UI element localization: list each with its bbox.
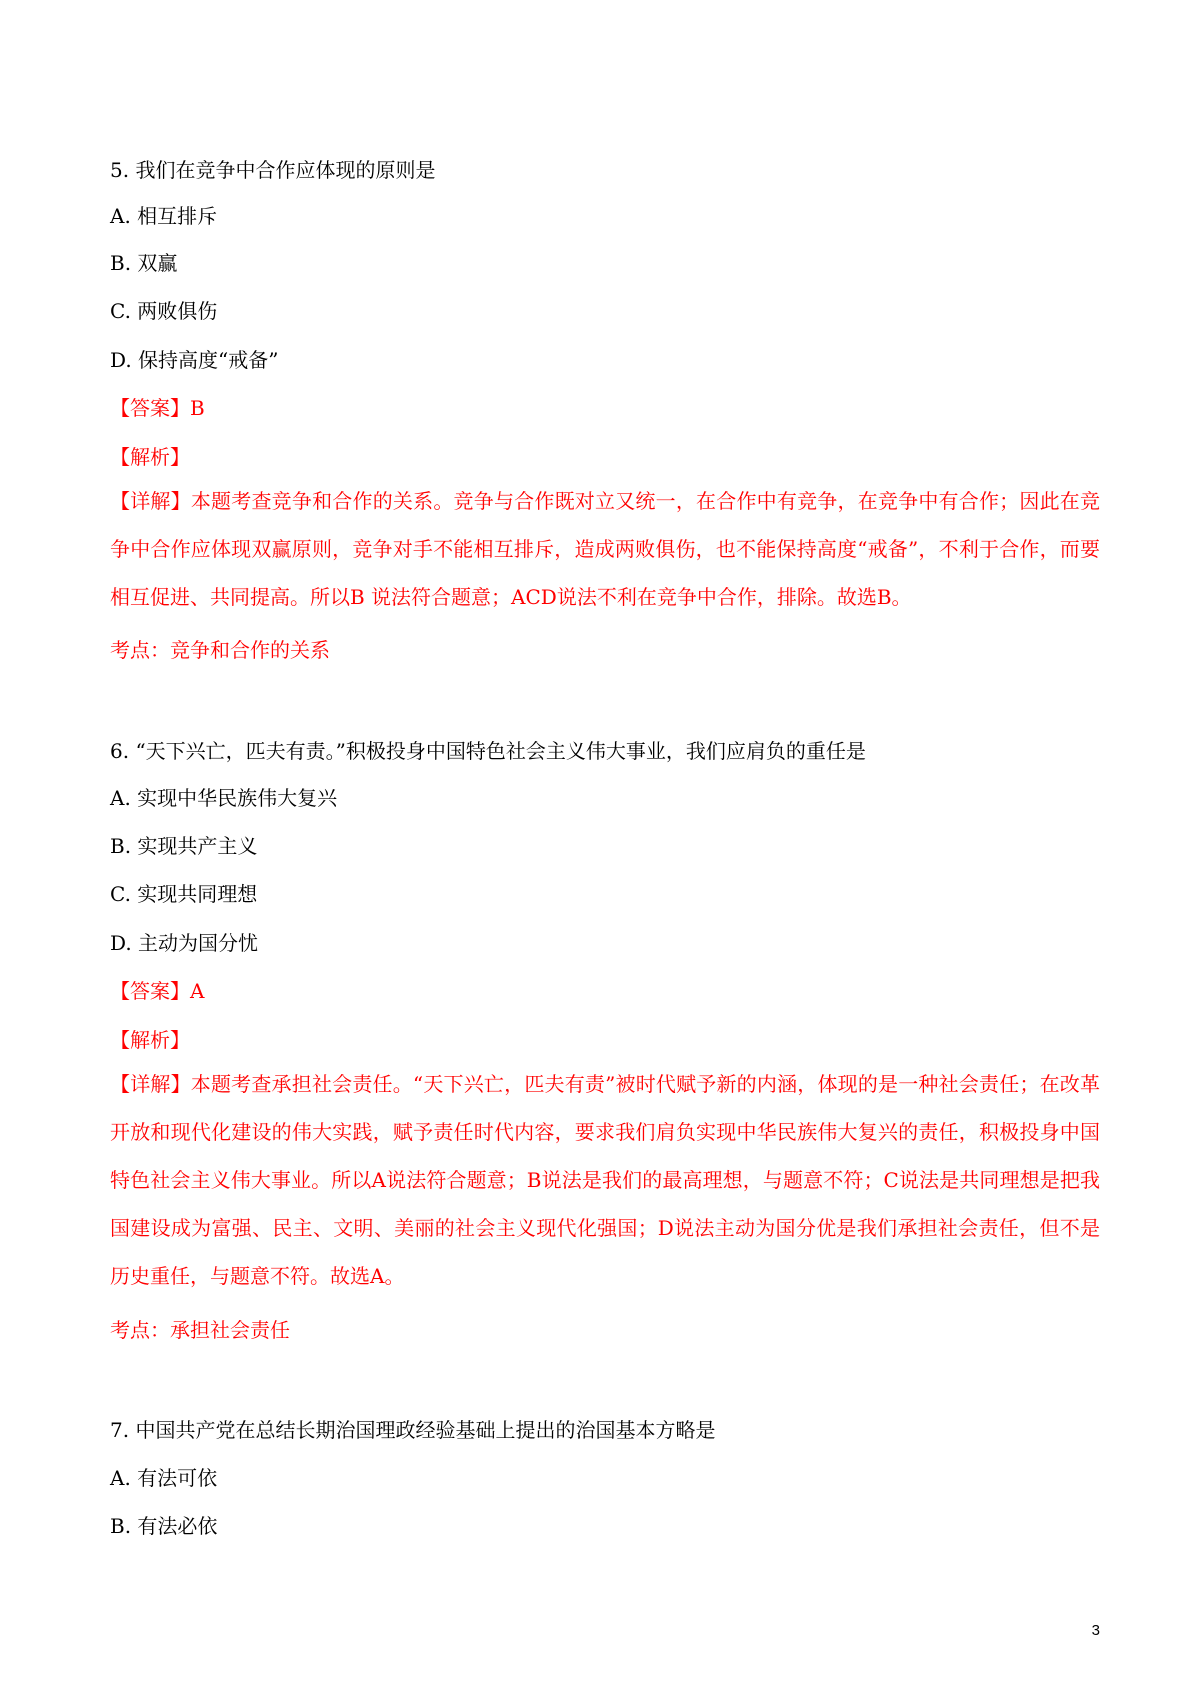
question-6-option-d: D. 主动为国分忧 [110,931,259,955]
question-7-stem: 7. 中国共产党在总结长期治国理政经验基础上提出的治国基本方略是 [110,1418,716,1442]
question-6-answer: 【答案】A [110,979,205,1003]
question-7-option-b: B. 有法必依 [110,1514,218,1538]
question-5-option-b: B. 双赢 [110,251,178,275]
question-5-stem: 5. 我们在竞争中合作应体现的原则是 [110,158,436,182]
question-6-option-b: B. 实现共产主义 [110,834,258,858]
question-6-analysis-label: 【解析】 [110,1028,190,1052]
question-5-option-c: C. 两败俱伤 [110,299,218,323]
page-number: 3 [1091,1622,1100,1639]
question-5-answer: 【答案】B [110,396,205,420]
question-6-option-a: A. 实现中华民族伟大复兴 [110,786,338,810]
question-6-detail: 【详解】本题考查承担社会责任。“天下兴亡，匹夫有责”被时代赋予新的内涵，体现的是一种社会责任；在改革开放和现代化建设的伟大实践，赋予责任时代内容，要求我们肩负实现中华民族伟大复兴的责任，积极投身中国特色社会主义伟大事业。所以A说法符合题意；B说法是我们的最高理想，与题意不符；C说法是共同理想是把我国建设成为富强、民主、文明、美丽的社会主义现代化强国；D说法主动为国分优是我们承担社会责任，但不是历史重任，与题意不符。故选A。 [110,1072,1100,1288]
question-5-option-a: A. 相互排斥 [110,204,218,228]
question-6-stem: 6. “天下兴亡，匹夫有责。”积极投身中国特色社会主义伟大事业，我们应肩负的重任是 [110,739,866,763]
question-5-kaodian: 考点：竞争和合作的关系 [110,638,330,662]
question-5-detail: 【详解】本题考查竞争和合作的关系。竞争与合作既对立又统一，在合作中有竞争，在竞争中有合作；因此在竞争中合作应体现双赢原则，竞争对手不能相互排斥，造成两败俱伤，也不能保持高度“戒备”，不利于合作，而要相互促进、共同提高。所以B 说法符合题意；ACD说法不利在竞争中合作，排除。故选B。 [110,489,1100,609]
question-6-option-c: C. 实现共同理想 [110,882,258,906]
question-7-option-a: A. 有法可依 [110,1466,218,1490]
question-6-kaodian: 考点：承担社会责任 [110,1318,290,1342]
question-5-analysis-label: 【解析】 [110,445,190,469]
question-5-option-d: D. 保持高度“戒备” [110,348,279,372]
